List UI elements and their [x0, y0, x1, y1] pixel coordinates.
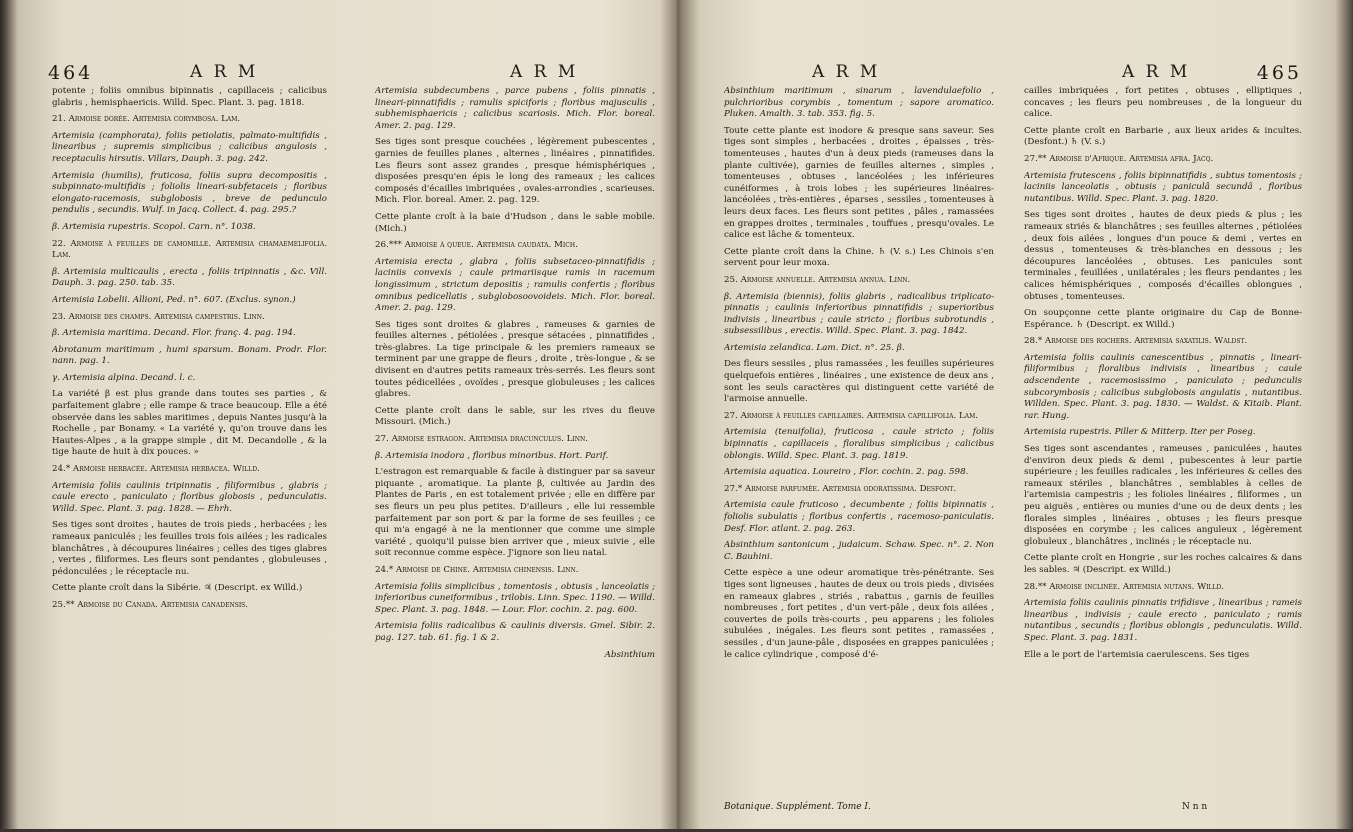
- signature-mark: N n n: [1182, 802, 1208, 812]
- paragraph: Toute cette plante est inodore & presque sans saveur. Ses tiges sont simples , herbacées , droites , épaisses , très-tomenteuses , hautes d'un à deux pieds (rameuses dans la plante cultivée), garnies de feuilles alternes , simples , tomenteuses , obtuses , lancéolées ; les inférieures cunéiformes , à trois lobes ; les supérieures linéaires-lancéolées , très-entières , éparses , sessiles , tomenteuses à leurs deux faces. Les fleurs sont petites , pâles , ramassées en grappes droites , terminales , touffues , presqu'ovales. Le calice est lâche & tomenteux.: [724, 125, 994, 241]
- paragraph: β. Artemisia inodora , floribus minoribus. Hort. Parif.: [375, 450, 609, 461]
- paragraph: β. Artemisia (biennis), foliis glabris , radicalibus triplicato-pinnatis ; caulinis inferioribus pinnatifidis ; superioribus indivisis , linearibus ; caule stricto ; floribus subrotundis , subsessilibus , erectis. Willd. Spec. Plant. 3. pag. 1842.: [724, 291, 994, 337]
- paragraph: Artemisia foliis caulinis canescentibus , pinnatis , lineari-filiformibus ; floralibus indivisis , linearibus ; caule adscendente , racemosissimo , paniculato ; pedunculis subcorymbosis ; calicibus subglobosis angulatis , nutantibus. Willden. Spec. Plant. 3. pag. 1830. — Waldst. & Kitaib. Plant. rar. Hung.: [1024, 352, 1302, 421]
- paragraph: Cette plante croît dans la Sibérie. ♃ (Descript. ex Willd.): [52, 583, 303, 594]
- paragraph: cailles imbriquées , fort petites , obtuses , elliptiques , concaves ; les fleurs peu nombreuses , de la longueur du calice.: [1024, 86, 1302, 120]
- paragraph: Artemisia aquatica. Loureiro , Flor. cochin. 2. pag. 598.: [724, 467, 969, 478]
- paragraph: Ses tiges sont presque couchées , légèrement pubescentes , garnies de feuilles planes , alternes , linéaires , pinnatifides. Les fleurs sont assez grandes , presque hémisphériques , disposées presqu'en épis le long des rameaux ; les calices composés d'écailles imbriquées , ovales-arrondies , scarieuses. Mich. Flor. boreal. Amer. 2. pag. 129.: [375, 137, 655, 206]
- left-column-1: [52, 86, 327, 826]
- paragraph: Cette espèce a une odeur aromatique très-pénétrante. Ses tiges sont ligneuses , hautes de deux ou trois pieds , divisées en rameaux glabres , striés , rabattus , garnis de feuilles nombreuses , fort petites , d'un vert-pâle , deux fois ailées , couvertes de poils très-courts , peu apparens ; les folioles subulées , inégales. Les fleurs sont petites , ramassées , sessiles , d'un jaune-pâle , disposées en grappes paniculées ; le calice cylindrique , composé d'é-: [724, 568, 994, 660]
- paragraph: Artemisia (camphorata), foliis petiolatis, palmato-multifidis , linearibus ; supremis simplicibus ; calicibus angulosis , receptaculis hirsutis. Villars, Dauph. 3. pag. 242.: [52, 130, 327, 164]
- entry-heading: 22. Armoise à feuilles de camomille. Artemisia chamaemelifolia. Lam.: [52, 238, 327, 261]
- entry-heading: 27. Armoise estragon. Artemisia dracunculus. Linn.: [375, 434, 588, 445]
- running-head-right-1: A R M: [812, 62, 881, 82]
- paragraph: Elle a le port de l'artemisia caerulescens. Ses tiges: [1024, 649, 1250, 660]
- paragraph: Artemisia frutescens , foliis bipinnatifidis , subtus tomentosis ; laciniis lanceolatis , obtusis ; paniculâ secundâ , floribus nutantibus. Willd. Spec. Plant. 3. pag. 1820.: [1024, 170, 1302, 204]
- paragraph: β. Artemisia maritima. Decand. Flor. franç. 4. pag. 194.: [52, 328, 296, 339]
- entry-heading: 21. Armoise dorée. Artemisia corymbosa. Lam.: [52, 114, 241, 125]
- paragraph: On soupçonne cette plante originaire du Cap de Bonne-Espérance. ♄ (Descript. ex Willd.): [1024, 308, 1302, 330]
- paragraph: Absinthium santonicum , judaicum. Schaw. Spec. n°. 2. Non C. Bauhini.: [724, 540, 994, 562]
- running-head-left-1: A R M: [190, 62, 259, 82]
- entry-heading: 25.** Armoise du Canada. Artemisia canadensis.: [52, 599, 249, 610]
- paragraph: Ses tiges sont ascendantes , rameuses , paniculées , hautes d'environ deux pieds & demi , pubescentes à leur partie supérieure ; les feuilles radicales , les inférieures & celles des rameaux stériles , blanchâtres , semblables à celles de l'artemisia campestris ; les folioles linéaires , filiformes , un peu aiguës , entières ou munies d'une ou de deux dents ; les florales simples , linéaires , obtuses ; les fleurs presque disposées en corymbe ; les calices anguleux , légèrement globuleux , blanchâtres , inclinés ; le réceptacle nu.: [1024, 444, 1302, 547]
- right-header: [712, 62, 1322, 86]
- paragraph: Cette plante croît dans le sable, sur les rives du fleuve Missouri. (Mich.): [375, 405, 655, 428]
- paragraph: Des fleurs sessiles , plus ramassées , les feuilles supérieures quelquefois entières , linéaires , une existence de deux ans , sont les seuls caractères qui distinguent cette variété de l'armoise annuelle.: [724, 359, 994, 405]
- paragraph: L'estragon est remarquable & facile à distinguer par sa saveur piquante , aromatique. La plante β, cultivée au Jardin des Plantes de Paris , en est totalement privée ; elle en diffère par ses fleurs un peu plus petites. D'ailleurs , elle lui ressemble parfaitement par son port & par la forme de ses feuilles ; ce qui m'a engagé à ne la mentionner que comme une simple variété , quoiqu'il puisse bien arriver que , mieux suivie , elle soit reconnue comme espèce. J'ignore son lieu natal.: [375, 467, 655, 559]
- right-page: [712, 42, 1322, 832]
- paragraph: Absinthium maritimum , sinarum , lavendulaefolio , pulchrioribus corymbis , tomentum ; sapore aromatico. Pluken. Amalth. 3. tab. 353. fig. 5.: [724, 86, 994, 120]
- running-head-left-2: A R M: [510, 62, 579, 82]
- paragraph: Artemisia foliis caulinis pinnatis trifidisve , linearibus ; rameis linearibus , indivisis ; caule erecto , paniculato ; ramis nutantibus , secundis ; floribus oblongis , pedunculatis. Willd. Spec. Plant. 3. pag. 1831.: [1024, 598, 1302, 643]
- entry-heading: 24.* Armoise herbacée. Artemisia herbacea. Willd.: [52, 464, 260, 475]
- entry-heading: 28.** Armoise inclinée. Artemisia nutans. Willd.: [1024, 581, 1225, 592]
- left-page: [40, 42, 670, 832]
- entry-heading: 27.* Armoise parfumée. Artemisia odoratissima. Desfont.: [724, 483, 957, 494]
- paragraph: β. Artemisia multicaulis , erecta , foliis tripinnatis , &c. Vill. Dauph. 3. pag. 250. tab. 35.: [52, 266, 327, 289]
- paragraph: Artemisia zelandica. Lam. Dict. n°. 25. β.: [724, 342, 905, 353]
- paragraph: La variété β est plus grande dans toutes ses parties , & parfaitement glabre ; elle rampe & trace beaucoup. Elle a été observée dans les sables maritimes , depuis Nantes jusqu'à la Rochelle , par Bonamy. « La variété γ, qu'on trouve dans les Hautes-Alpes , a la grappe simple , dit M. Decandolle , & la tige haute de huit à dix pouces. »: [52, 389, 327, 458]
- left-column-2: [375, 86, 655, 826]
- paragraph: Artemisia (humilis), fruticosa, foliis supra decompositis , subpinnato-multifidis ; foliolis lineari-subfetaceis ; floribus elongato-racemosis, subglobosis , breve de pedunculo pendulis , secundis. Wulf. in Jacq. Collect. 4. pag. 295.?: [52, 170, 327, 216]
- paragraph: potente ; foliis omnibus bipinnatis , capillaceis ; calicibus glabris , hemisphaericis. Willd. Spec. Plant. 3. pag. 1818.: [52, 86, 327, 108]
- paragraph: Ses tiges sont droites , hautes de trois pieds , herbacées ; les rameaux paniculés ; les feuilles trois fois ailées ; les radicales blanchâtres , à découpures linéaires ; celles des tiges glabres , vertes , filiformes. Les fleurs sont pendantes , globuleuses , pédonculées ; le réceptacle nu.: [52, 520, 327, 577]
- entry-heading: 23. Armoise des champs. Artemisia campestris. Linn.: [52, 311, 265, 322]
- entry-heading: 27.** Armoise d'Afrique. Artemisia afra. Jacq.: [1024, 153, 1214, 164]
- paragraph: Artemisia foliis radicalibus & caulinis diversis. Gmel. Sibir. 2. pag. 127. tab. 61. fig. 1 & 2.: [375, 621, 655, 643]
- paragraph: Artemisia (tenuifolia), fruticosa , caule stricto ; foliis bipinnatis , capillaceis , floralibus simplicibus ; calicibus oblongis. Willd. Spec. Plant. 3. pag. 1819.: [724, 427, 994, 461]
- page-number-left: 464: [48, 62, 94, 84]
- entry-heading: 25. Armoise annuelle. Artemisia annua. Linn.: [724, 274, 911, 285]
- paragraph: Artemisia erecta , glabra , foliis subsetaceo-pinnatifidis ; laciniis convexis ; caule primariisque ramis in racemum longissimum , strictum depositis ; ramulis confertis ; floribus omnibus pedicellatis , subglobosoovoideis. Mich. Flor. boreal. Amer. 2. pag. 129.: [375, 256, 655, 314]
- entry-heading: 28.* Armoise des rochers. Artemisia saxatilis. Waldst.: [1024, 336, 1248, 347]
- running-head-right-2: A R M: [1122, 62, 1191, 82]
- paragraph: Cette plante croît à la baie d'Hudson , dans le sable mobile. (Mich.): [375, 211, 655, 234]
- paragraph: Ses tiges sont droites & glabres , rameuses & garnies de feuilles alternes , pétiolées , presque sétacées , pinnatifides , très-glabres. La tige principale & les premiers rameaux se terminent par une grappe de fleurs , droite , très-longue , & se divisent en d'autres petits rameaux très-serrés. Les fleurs sont toutes pédicellées , ovoïdes , presque globuleuses ; les calices glabres.: [375, 319, 655, 400]
- entry-heading: 27. Armoise à feuilles capillaires. Artemisia capillifolia. Lam.: [724, 410, 978, 421]
- paragraph: Artemisia subdecumbens , parce pubens , foliis pinnatis , lineari-pinnatifidis ; ramulis spiciforis ; floribus majusculis , subhemisphaericis ; calicibus scariosis. Mich. Flor. boreal. Amer. 2. pag. 129.: [375, 86, 655, 131]
- paragraph: γ. Artemisia alpina. Decand. l. c.: [52, 372, 196, 383]
- paragraph: Artemisia foliis simplicibus , tomentosis , obtusis , lanceolatis ; inferioribus cuneiformibus , trilobis. Linn. Spec. 1190. — Willd. Spec. Plant. 3. pag. 1848. — Lour. Flor. cochin. 2. pag. 600.: [375, 581, 655, 615]
- paragraph: Artemisia rupestris. Piller & Mitterp. Iter per Poseg.: [1024, 427, 1256, 438]
- paragraph: Artemisia foliis caulinis tripinnatis , filiformibus , glabris ; caule erecto , paniculato ; floribus globosis , pedunculatis. Willd. Spec. Plant. 3. pag. 1828. — Ehrh.: [52, 480, 327, 514]
- right-column-1: [724, 86, 994, 816]
- paragraph: Abrotanum maritimum , humi sparsum. Bonam. Prodr. Flor. nann. pag. 1.: [52, 344, 327, 367]
- footer-title: Botanique. Supplément. Tome I.: [724, 802, 871, 812]
- paragraph: β. Artemisia rupestris. Scopol. Carn. n°. 1038.: [52, 221, 256, 232]
- entry-heading: 26.*** Armoise à queue. Artemisia caudata. Mich.: [375, 240, 578, 251]
- catchword: Absinthium: [604, 649, 655, 660]
- right-column-2: [1024, 86, 1302, 786]
- paragraph: Cette plante croît dans la Chine. ♄ (V. s.) Les Chinois s'en servent pour leur moxa.: [724, 246, 994, 269]
- paragraph: Cette plante croît en Hongrie , sur les roches calcaires & dans les sables. ♃ (Descript. ex Willd.): [1024, 553, 1302, 575]
- paragraph: Ses tiges sont droites , hautes de deux pieds & plus ; les rameaux striés & blanchâtres ; ses feuilles alternes , pétiolées , deux fois ailées , longues d'un pouce & demi , vertes en dessus , tomenteuses & très-blanches en dessous ; les découpures lancéolées , obtuses. Les panicules sont terminales , feuillées , unilatérales ; les fleurs pendantes ; les calices hémisphériques , composés d'écailles oblongues , obtuses , tomenteuses.: [1024, 210, 1302, 302]
- left-header: [40, 62, 670, 86]
- paragraph: Artemisia caule fruticoso , decumbente ; foliis bipinnatis , foliolis subulatis ; floribus confertis , racemoso-paniculatis. Desf. Flor. atlant. 2. pag. 263.: [724, 500, 994, 534]
- paragraph: Artemisia Lobelii. Allioni, Ped. n°. 607. (Exclus. synon.): [52, 294, 296, 305]
- paragraph: Cette plante croît en Barbarie , aux lieux arides & incultes. (Desfont.) ♄ (V. s.): [1024, 125, 1302, 148]
- page-number-right: 465: [1256, 62, 1302, 84]
- entry-heading: 24.* Armoise de Chine. Artemisia chinensis. Linn.: [375, 564, 579, 575]
